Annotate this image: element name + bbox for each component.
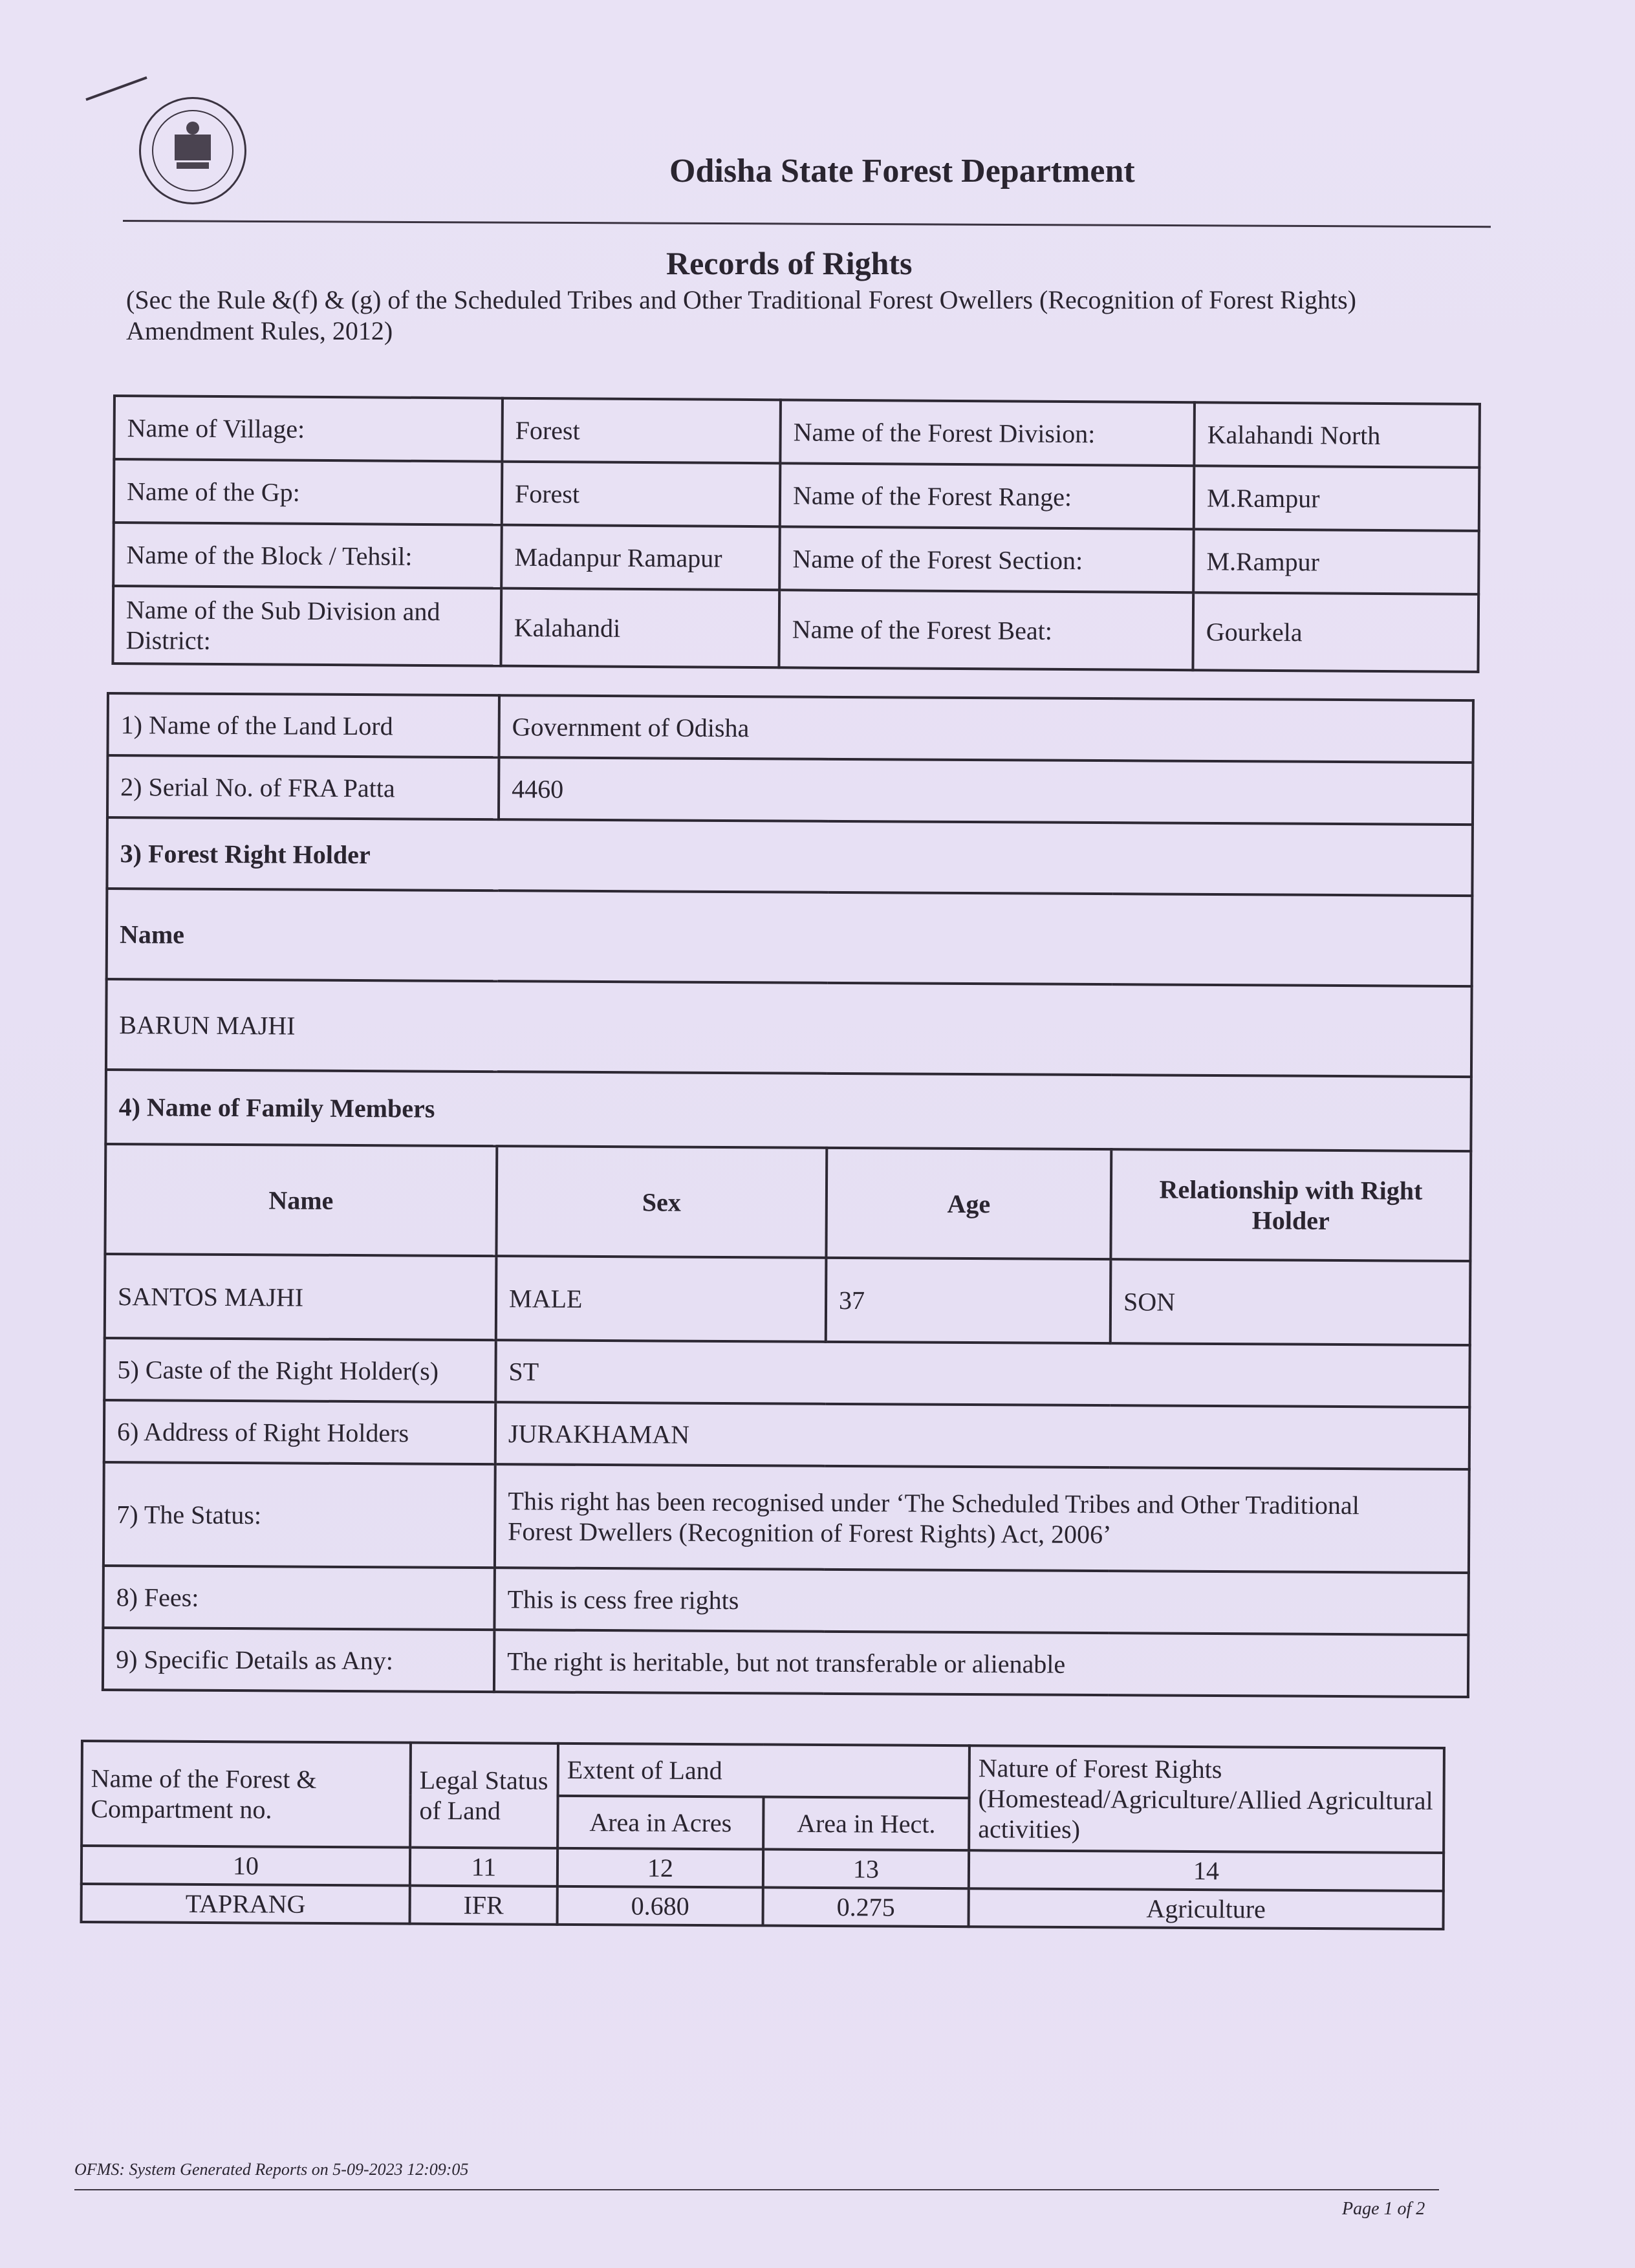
table-row — [82, 1741, 1444, 1800]
table-row — [113, 523, 1479, 594]
serial-value: 4460 — [499, 757, 1473, 825]
division-value: Kalahandi North — [1194, 402, 1480, 468]
land-nature: Agriculture — [969, 1888, 1444, 1929]
member-sex: MALE — [496, 1256, 827, 1342]
table-row — [107, 693, 1473, 762]
table-row — [104, 1400, 1469, 1469]
status-value — [495, 1464, 1469, 1573]
land-acres: 0.680 — [558, 1886, 763, 1926]
num-14: 14 — [969, 1850, 1444, 1891]
address-label: 6) Address of Right Holders — [104, 1400, 495, 1464]
num-11: 11 — [410, 1848, 558, 1886]
gp-label: Name of the Gp: — [114, 459, 503, 525]
status-line-2: Forest Dwellers (Recognition of Forest Rights) Act, 2006’ — [508, 1517, 1112, 1550]
document-title: Records of Rights — [666, 245, 913, 281]
col-nature: Nature of Forest Rights (Homestead/Agriculture/Allied Agricultural activities) — [969, 1745, 1444, 1853]
holder-heading: 3) Forest Right Holder — [107, 817, 1473, 896]
section-value: M.Rampur — [1193, 529, 1479, 594]
name-heading: Name — [107, 889, 1473, 986]
block-label: Name of the Block / Tehsil: — [113, 523, 502, 589]
land-table — [80, 1740, 1446, 1930]
footer-divider — [74, 2189, 1439, 2190]
family-heading: 4) Name of Family Members — [105, 1070, 1471, 1151]
village-value: Forest — [502, 398, 781, 464]
beat-label: Name of the Forest Beat: — [779, 590, 1193, 670]
odisha-emblem-icon — [139, 97, 246, 204]
header-divider — [123, 220, 1491, 228]
pen-mark — [85, 76, 147, 101]
table-row — [114, 396, 1480, 468]
family-col-sex: Sex — [496, 1146, 827, 1258]
col-forest: Name of the Forest & Compartment no. — [81, 1741, 411, 1848]
range-label: Name of the Forest Range: — [780, 463, 1195, 529]
page-number: Page 1 of 2 — [1342, 2199, 1425, 2219]
table-row — [103, 1462, 1469, 1573]
member-relation: SON — [1110, 1259, 1471, 1345]
land-forest: TAPRANG — [81, 1884, 410, 1924]
table-row — [105, 1254, 1471, 1345]
member-name: SANTOS MAJHI — [105, 1254, 497, 1340]
sub-hect: Area in Hect. — [763, 1797, 969, 1851]
num-12: 12 — [558, 1848, 763, 1888]
specific-value: The right is heritable, but not transferable or alienable — [494, 1630, 1468, 1697]
family-col-relationship: Relationship with Right Holder — [1110, 1149, 1471, 1261]
department-title: Odisha State Forest Department — [669, 153, 1135, 189]
location-table — [111, 394, 1481, 673]
document-subtitle: (Sec the Rule &(f) & (g) of the Scheduled Tribes and Other Traditional Forest Owellers (Recognition of Forest Rights) Amendment Rules, 2012) — [126, 285, 1356, 345]
fees-label: 8) Fees: — [103, 1566, 494, 1630]
holder-details-table — [102, 692, 1475, 1698]
land-legal: IFR — [410, 1886, 558, 1925]
table-row — [103, 1628, 1468, 1697]
holder-name: BARUN MAJHI — [106, 979, 1472, 1077]
table-row — [81, 1846, 1444, 1891]
fees-value: This is cess free rights — [494, 1568, 1468, 1635]
landlord-label: 1) Name of the Land Lord — [107, 693, 499, 757]
table-row — [81, 1884, 1444, 1929]
section-label: Name of the Forest Section: — [779, 526, 1194, 592]
table-row — [104, 1338, 1469, 1407]
village-label: Name of Village: — [114, 396, 503, 462]
status-label: 7) The Status: — [103, 1462, 495, 1568]
landlord-value: Government of Odisha — [499, 695, 1473, 762]
block-value: Madanpur Ramapur — [501, 525, 780, 590]
serial-label: 2) Serial No. of FRA Patta — [107, 755, 499, 819]
division-label: Name of the Forest Division: — [780, 400, 1195, 466]
num-13: 13 — [763, 1850, 969, 1889]
gp-value: Forest — [502, 462, 781, 527]
table-row — [107, 817, 1473, 896]
family-col-name: Name — [105, 1144, 497, 1256]
table-row — [114, 459, 1480, 531]
caste-value: ST — [495, 1340, 1469, 1407]
address-value: JURAKHAMAN — [495, 1402, 1469, 1469]
family-col-age: Age — [826, 1148, 1111, 1259]
subdiv-label: Name of the Sub Division and District: — [113, 586, 501, 666]
sub-acres: Area in Acres — [558, 1796, 763, 1850]
specific-label: 9) Specific Details as Any: — [103, 1628, 494, 1692]
status-line-1: This right has been recognised under ‘The Scheduled Tribes and Other Traditional — [508, 1486, 1359, 1520]
table-row — [107, 755, 1473, 825]
land-hect: 0.275 — [763, 1888, 969, 1927]
range-value: M.Rampur — [1194, 466, 1480, 531]
table-row — [107, 889, 1473, 986]
subdiv-value: Kalahandi — [501, 589, 779, 668]
table-row — [103, 1566, 1468, 1635]
member-age: 37 — [826, 1258, 1111, 1343]
table-row — [113, 586, 1478, 672]
beat-value: Gourkela — [1193, 592, 1478, 672]
generated-timestamp: OFMS: System Generated Reports on 5-09-2023 12:09:05 — [74, 2160, 469, 2179]
caste-label: 5) Caste of the Right Holder(s) — [104, 1338, 495, 1402]
table-row — [105, 1070, 1471, 1151]
table-row — [105, 1144, 1471, 1261]
num-10: 10 — [81, 1846, 410, 1886]
col-extent: Extent of Land — [558, 1744, 969, 1798]
table-row — [106, 979, 1472, 1077]
col-legal: Legal Status of Land — [410, 1743, 558, 1848]
